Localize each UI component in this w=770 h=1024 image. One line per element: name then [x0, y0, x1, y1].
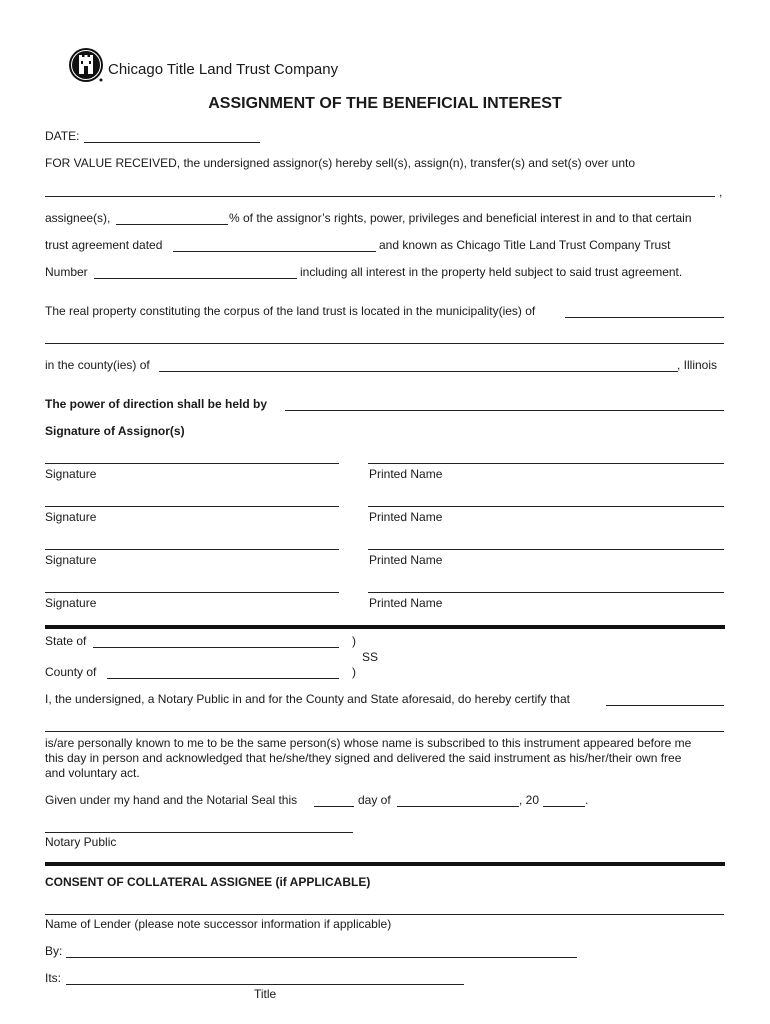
county-label: in the county(ies) of: [45, 358, 150, 372]
signature-field[interactable]: [45, 463, 339, 464]
signature-field[interactable]: [45, 592, 339, 593]
county-of-label: County of: [45, 665, 97, 679]
title-label: Title: [254, 987, 277, 1001]
given-month-field[interactable]: [397, 806, 519, 807]
given-text: Given under my hand and the Notarial Seal this: [45, 793, 298, 807]
printed-name-label: Printed Name: [369, 596, 443, 610]
section-divider: [45, 862, 725, 866]
assignee-name-field[interactable]: [45, 196, 715, 197]
state-field[interactable]: [93, 647, 339, 648]
consent-heading: CONSENT OF COLLATERAL ASSIGNEE (if APPLICABLE): [45, 875, 371, 889]
printed-name-field[interactable]: [368, 506, 724, 507]
signature-label: Signature: [45, 596, 97, 610]
printed-name-field[interactable]: [368, 592, 724, 593]
given-period: .: [585, 793, 589, 807]
trust-agreement-label: trust agreement dated: [45, 238, 163, 252]
paren-2: ): [352, 665, 356, 679]
state-of-label: State of: [45, 634, 87, 648]
certify-name-field[interactable]: [606, 705, 724, 706]
signature-label: Signature: [45, 510, 97, 524]
for-value-text: FOR VALUE RECEIVED, the undersigned assignor(s) hereby sell(s), assign(n), transfer(s) and set(s) over unto: [45, 156, 636, 170]
signature-label: Signature: [45, 553, 97, 567]
paren-1: ): [352, 634, 356, 648]
power-of-direction-field[interactable]: [285, 410, 724, 411]
date-field[interactable]: [84, 142, 260, 143]
trust-known-as-text: and known as Chicago Title Land Trust Company Trust: [379, 238, 671, 252]
certify-name-field-cont[interactable]: [45, 731, 724, 732]
municipality-field[interactable]: [565, 317, 724, 318]
its-label: Its:: [45, 971, 62, 985]
certify-text: I, the undersigned, a Notary Public in and for the County and State aforesaid, do hereby certify that: [45, 692, 570, 706]
signature-field[interactable]: [45, 506, 339, 507]
number-suffix-text: including all interest in the property held subject to said trust agreement.: [300, 265, 683, 279]
lender-label: Name of Lender (please note successor information if applicable): [45, 917, 392, 931]
known-text-line-3: and voluntary act.: [45, 766, 140, 780]
assignees-label: assignee(s),: [45, 211, 111, 225]
signature-heading: Signature of Assignor(s): [45, 424, 185, 438]
real-property-text: The real property constituting the corpus of the land trust is located in the municipality(ies) of: [45, 304, 536, 318]
printed-name-field[interactable]: [368, 463, 724, 464]
by-field[interactable]: [66, 957, 577, 958]
trust-number-field[interactable]: [94, 278, 297, 279]
notary-public-label: Notary Public: [45, 835, 117, 849]
section-divider: [45, 625, 725, 629]
given-day-of-text: day of: [358, 793, 391, 807]
county-field[interactable]: [159, 371, 678, 372]
lender-name-field[interactable]: [45, 914, 724, 915]
trust-date-field[interactable]: [173, 251, 376, 252]
castle-tower-logo: [68, 47, 104, 83]
document-title: ASSIGNMENT OF THE BENEFICIAL INTEREST: [208, 95, 562, 112]
county-of-field[interactable]: [107, 678, 339, 679]
printed-name-label: Printed Name: [369, 467, 443, 481]
its-field[interactable]: [66, 984, 464, 985]
notary-signature-field[interactable]: [45, 832, 353, 833]
printed-name-field[interactable]: [368, 549, 724, 550]
percent-field[interactable]: [116, 224, 228, 225]
by-label: By:: [45, 944, 63, 958]
illinois-text: , Illinois: [677, 358, 718, 372]
company-name: Chicago Title Land Trust Company: [108, 61, 339, 78]
known-text-line-1: is/are personally known to me to be the same person(s) whose name is subscribed to this instrument appeared before me: [45, 736, 692, 750]
signature-label: Signature: [45, 467, 97, 481]
municipality-field-cont[interactable]: [45, 343, 724, 344]
date-label: DATE:: [45, 129, 80, 143]
assignee-comma: ,: [719, 185, 723, 199]
given-year-prefix: , 20: [519, 793, 540, 807]
printed-name-label: Printed Name: [369, 553, 443, 567]
given-year-field[interactable]: [543, 806, 585, 807]
given-day-field[interactable]: [314, 806, 354, 807]
number-label: Number: [45, 265, 88, 279]
known-text-line-2: this day in person and acknowledged that he/she/they signed and delivered the said instrument as his/her/their own free: [45, 751, 682, 765]
percent-text: % of the assignor’s rights, power, privileges and beneficial interest in and to that certain: [229, 211, 692, 225]
power-of-direction-label: The power of direction shall be held by: [45, 397, 268, 411]
ss-mark: SS: [362, 650, 379, 664]
printed-name-label: Printed Name: [369, 510, 443, 524]
signature-field[interactable]: [45, 549, 339, 550]
